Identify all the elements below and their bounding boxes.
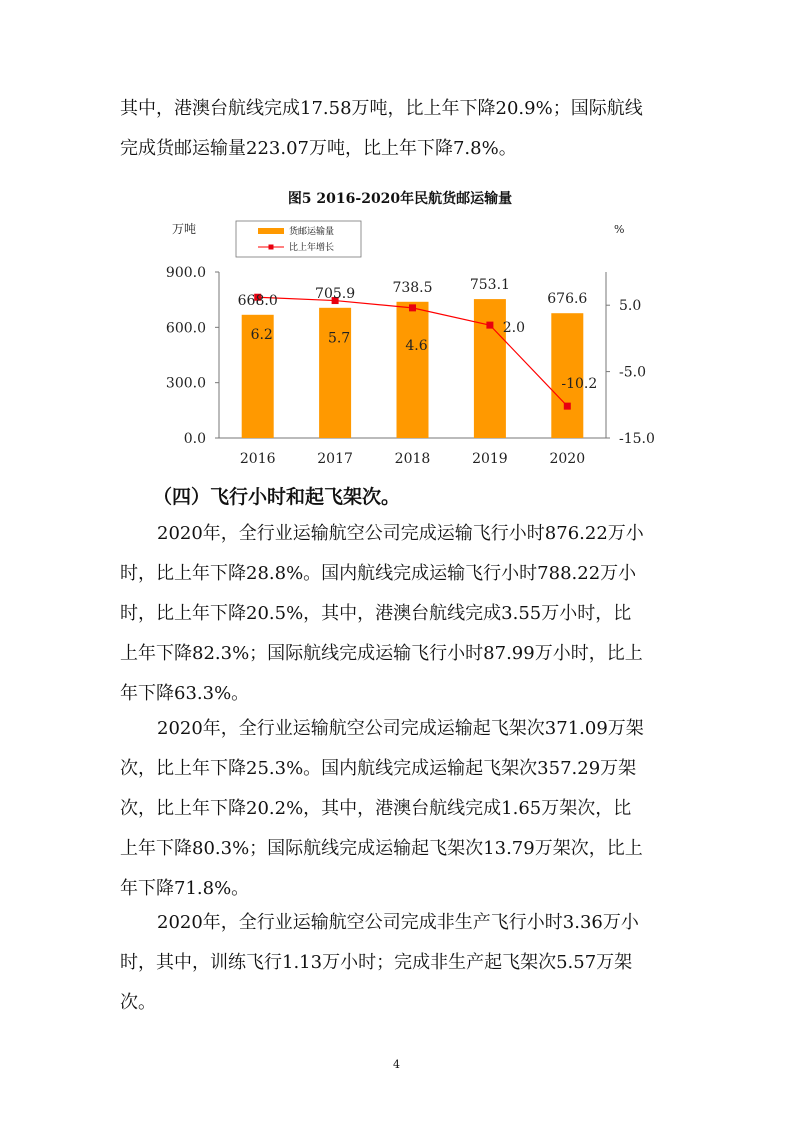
right-tick-label: 5.0 xyxy=(619,298,642,315)
text-line: 时，其中，训练飞行1.13万小时；完成非生产起飞架次5.57万架 xyxy=(120,952,633,973)
x-tick-label: 2019 xyxy=(472,451,508,467)
text-line: 年下降63.3%。 xyxy=(120,683,250,704)
x-tick-label: 2016 xyxy=(239,451,276,467)
cargo-volume-chart xyxy=(130,180,670,476)
text-line: 2020年，全行业运输航空公司完成非生产飞行小时3.36万小 xyxy=(157,912,639,933)
section-heading: （四）飞行小时和起飞架次。 xyxy=(153,486,401,508)
growth-point-2018 xyxy=(409,304,416,311)
page-number: 4 xyxy=(393,1058,400,1071)
growth-value-label: 4.6 xyxy=(405,337,428,354)
growth-value-label: 2.0 xyxy=(502,320,526,337)
legend-bar-swatch xyxy=(258,228,284,234)
text-line: 2020年，全行业运输航空公司完成运输起飞架次371.09万架 xyxy=(157,718,644,739)
chart-legend xyxy=(236,221,361,257)
text-line: 次，比上年下降20.2%，其中，港澳台航线完成1.65万架次，比 xyxy=(120,798,632,819)
left-tick-label: 900.0 xyxy=(165,265,206,281)
right-axis-unit: % xyxy=(614,223,625,236)
legend-line-label: 比上年增长 xyxy=(289,243,335,253)
growth-point-2020 xyxy=(564,403,571,410)
text-line: 年下降71.8%。 xyxy=(120,878,250,899)
x-tick-label: 2018 xyxy=(394,451,431,467)
growth-value-label: 6.2 xyxy=(250,327,273,344)
legend-bar-label: 货邮运输量 xyxy=(289,227,335,237)
bar-value-label: 753.1 xyxy=(469,277,510,294)
growth-value-label: -10.2 xyxy=(561,376,598,393)
text-line: 时，比上年下降20.5%，其中，港澳台航线完成3.55万小时，比 xyxy=(120,603,632,624)
text-line: 次，比上年下降25.3%。国内航线完成运输起飞架次357.29万架 xyxy=(120,758,637,779)
bar-2018 xyxy=(397,302,429,438)
x-tick-label: 2017 xyxy=(317,451,353,467)
right-tick-label: -15.0 xyxy=(619,431,655,447)
text-line: 上年下降82.3%；国际航线完成运输飞行小时87.99万小时，比上 xyxy=(120,643,643,664)
x-tick-label: 2020 xyxy=(549,451,586,467)
legend-line-marker xyxy=(269,245,274,250)
bar-value-label: 668.0 xyxy=(237,292,278,309)
growth-point-2019 xyxy=(486,322,493,329)
left-tick-label: 600.0 xyxy=(165,320,206,337)
text-line: 上年下降80.3%；国际航线完成运输起飞架次13.79万架次，比上 xyxy=(120,838,643,859)
right-tick-label: -5.0 xyxy=(619,364,646,381)
text-line: 完成货邮运输量223.07万吨，比上年下降7.8%。 xyxy=(120,138,517,159)
bar-2019 xyxy=(474,299,506,438)
bar-value-label: 676.6 xyxy=(547,291,588,308)
text-line: 2020年，全行业运输航空公司完成运输飞行小时876.22万小 xyxy=(157,523,644,544)
bar-value-label: 705.9 xyxy=(315,285,356,302)
left-axis-unit: 万吨 xyxy=(171,222,196,236)
text-line: 其中，港澳台航线完成17.58万吨，比上年下降20.9%；国际航线 xyxy=(120,98,643,119)
left-tick-label: 0.0 xyxy=(183,431,206,447)
bar-2017 xyxy=(319,308,351,438)
bar-value-label: 738.5 xyxy=(392,279,433,296)
left-tick-label: 300.0 xyxy=(165,375,206,392)
chart-title: 图5 2016-2020年民航货邮运输量 xyxy=(287,191,513,207)
text-line: 时，比上年下降28.8%。国内航线完成运输飞行小时788.22万小 xyxy=(120,563,637,584)
growth-value-label: 5.7 xyxy=(327,330,351,347)
text-line: 次。 xyxy=(120,992,156,1013)
